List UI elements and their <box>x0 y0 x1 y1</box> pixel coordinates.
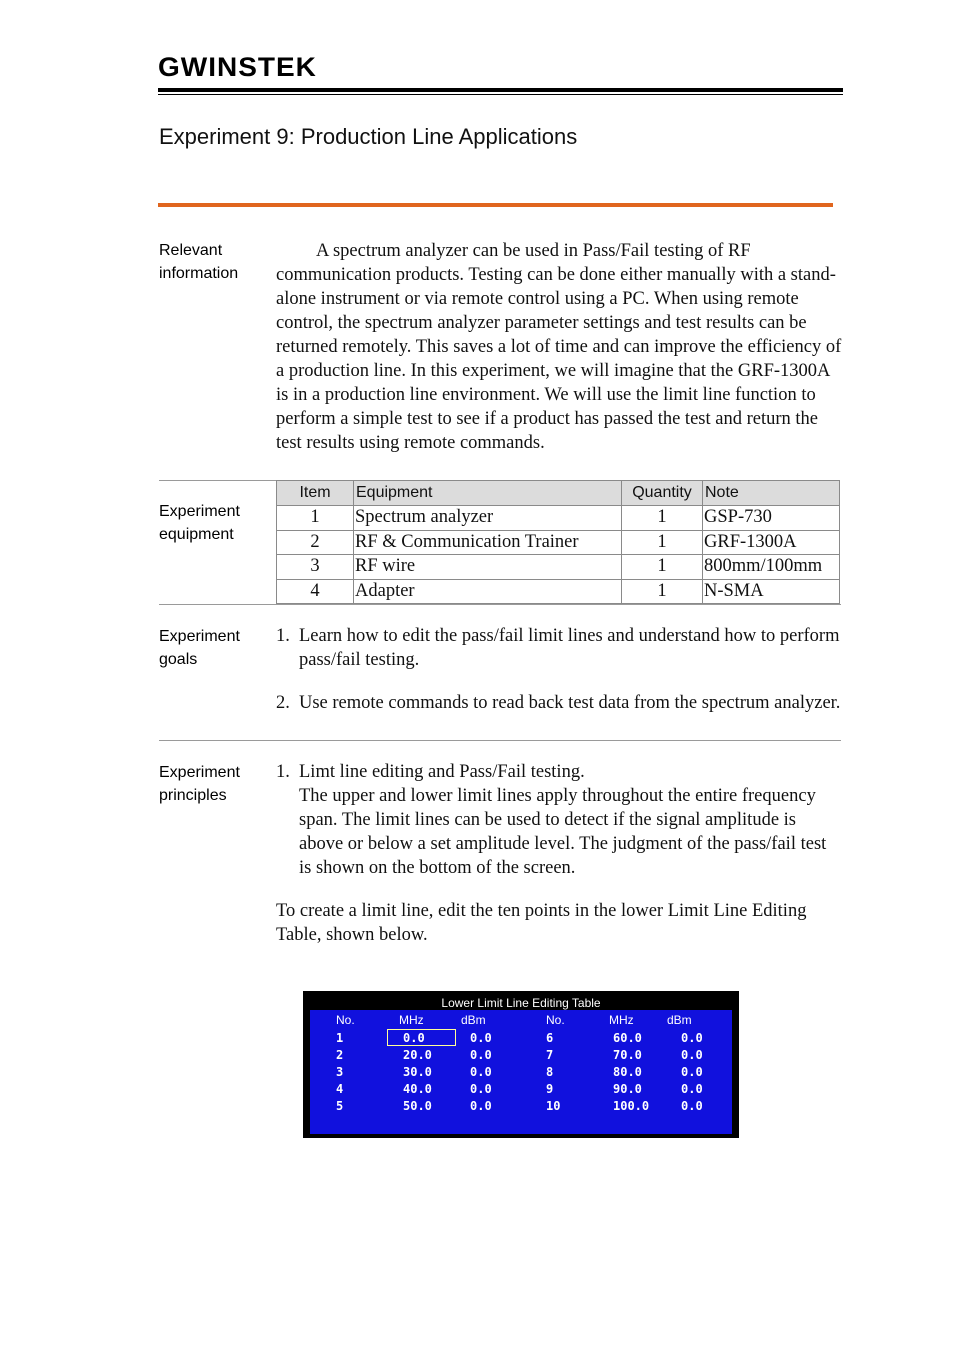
header-rule-thin <box>158 94 843 95</box>
list-item <box>276 624 842 672</box>
limit-cell: 9 <box>546 1082 554 1096</box>
equipment-cell: Adapter <box>354 579 622 604</box>
list-item <box>276 691 842 715</box>
limit-cell: 0.0 <box>470 1099 492 1113</box>
equipment-header-quantity: Quantity <box>622 481 703 506</box>
limit-cell: 3 <box>336 1065 344 1079</box>
equipment-table <box>276 480 840 604</box>
equipment-cell: 1 <box>622 579 703 604</box>
limit-cell: 0.0 <box>470 1065 492 1079</box>
equipment-cell: 1 <box>277 506 354 531</box>
limit-cell: 0.0 <box>470 1048 492 1062</box>
equipment-cell: 1 <box>622 506 703 531</box>
limit-cell: 8 <box>546 1065 554 1079</box>
header-rule <box>158 88 843 92</box>
principle-title: Limt line editing and Pass/Fail testing. <box>299 762 585 782</box>
equipment-cell: 800mm/100mm <box>703 555 840 580</box>
title-underline <box>158 203 833 207</box>
equipment-cell: GRF-1300A <box>703 530 840 555</box>
equipment-cell: 4 <box>277 579 354 604</box>
limit-cell: 50.0 <box>403 1099 432 1113</box>
equipment-cell: RF & Communication Trainer <box>354 530 622 555</box>
goal-text: Use remote commands to read back test data from the spectrum analyzer. <box>299 693 841 713</box>
limit-cell: 10 <box>546 1099 561 1113</box>
limit-cell: 80.0 <box>613 1065 642 1079</box>
list-number: 1. <box>276 626 290 646</box>
equipment-bottom-rule <box>159 604 841 605</box>
list-number: 2. <box>276 693 290 713</box>
limit-cell: 5 <box>336 1099 344 1113</box>
table-row <box>277 579 840 604</box>
table-row <box>277 555 840 580</box>
limit-cell: 7 <box>546 1048 554 1062</box>
limit-cell: 30.0 <box>403 1065 432 1079</box>
limit-header-dbm-right: dBm <box>667 1013 692 1027</box>
table-row <box>277 506 840 531</box>
limit-cell: 40.0 <box>403 1082 432 1096</box>
equipment-top-rule <box>159 480 276 481</box>
equipment-cell: Spectrum analyzer <box>354 506 622 531</box>
limit-cell: 0.0 <box>681 1031 703 1045</box>
limit-cell: 90.0 <box>613 1082 642 1096</box>
limit-header-dbm-left: dBm <box>461 1013 486 1027</box>
limit-table-title: Lower Limit Line Editing Table <box>310 996 732 1010</box>
limit-cell: 0.0 <box>470 1082 492 1096</box>
goal-text: Learn how to edit the pass/fail limit lines and understand how to perform pass/fail testing. <box>299 626 840 670</box>
relevant-information-text: A spectrum analyzer can be used in Pass/Fail testing of RF communication products. Testing can be done either manually with a stand-alone instrument or via remote control using a PC. When using remote control, the spectrum analyzer parameter settings and test results can be returned remotely. This saves a lot of time and can improve the efficiency of a production line. In this experiment, we will imagine that the GRF-1300A is in a production line environment. We will use the limit line function to perform a simple test to see if a product has passed the test and return the test results using remote commands. <box>276 241 842 453</box>
principles-label: Experiment principles <box>159 764 240 804</box>
equipment-header-equipment: Equipment <box>354 481 622 506</box>
brand-logo: GWINSTEK <box>158 52 317 82</box>
equipment-cell: N-SMA <box>703 579 840 604</box>
limit-line-table-screenshot <box>303 991 739 1138</box>
limit-header-no-right: No. <box>546 1013 565 1027</box>
principles-after-text: To create a limit line, edit the ten points in the lower Limit Line Editing Table, shown below. <box>276 901 807 945</box>
equipment-cell: 2 <box>277 530 354 555</box>
limit-cell: 0.0 <box>681 1048 703 1062</box>
equipment-cell: GSP-730 <box>703 506 840 531</box>
equipment-cell: 1 <box>622 555 703 580</box>
limit-cell: 0.0 <box>681 1065 703 1079</box>
principles-text <box>276 760 842 947</box>
equipment-cell: 3 <box>277 555 354 580</box>
limit-cell: 0.0 <box>681 1099 703 1113</box>
limit-cell: 4 <box>336 1082 344 1096</box>
limit-cell: 20.0 <box>403 1048 432 1062</box>
equipment-header-note: Note <box>703 481 840 506</box>
goals-label: Experiment goals <box>159 628 240 668</box>
equipment-cell: 1 <box>622 530 703 555</box>
goals-bottom-rule <box>159 740 841 741</box>
limit-cell: 100.0 <box>613 1099 650 1113</box>
goals-list <box>276 624 842 715</box>
equipment-label: Experiment equipment <box>159 503 240 543</box>
limit-cell: 1 <box>336 1031 344 1045</box>
list-number: 1. <box>276 762 290 782</box>
principle-body: The upper and lower limit lines apply throughout the entire frequency span. The limit lines can be used to detect if the signal amplitude is above or below a set amplitude level. The judgment of the pass/fail test is shown on the bottom of the screen. <box>299 786 827 878</box>
page-title: Experiment 9: Production Line Applications <box>159 124 578 149</box>
equipment-cell: RF wire <box>354 555 622 580</box>
limit-header-mhz-left: MHz <box>399 1013 424 1027</box>
limit-cell: 2 <box>336 1048 344 1062</box>
equipment-header-row <box>277 481 840 506</box>
limit-cell: 70.0 <box>613 1048 642 1062</box>
table-row <box>277 530 840 555</box>
equipment-header-item: Item <box>277 481 354 506</box>
list-item <box>276 760 842 880</box>
limit-cell: 0.0 <box>681 1082 703 1096</box>
limit-cell: 6 <box>546 1031 554 1045</box>
limit-cell: 0.0 <box>403 1031 425 1045</box>
limit-header-no-left: No. <box>336 1013 355 1027</box>
limit-cell: 0.0 <box>470 1031 492 1045</box>
limit-cell: 60.0 <box>613 1031 642 1045</box>
relevant-information-label: Relevant information <box>159 242 239 282</box>
limit-line-table-panel <box>310 996 732 1134</box>
limit-header-mhz-right: MHz <box>609 1013 634 1027</box>
